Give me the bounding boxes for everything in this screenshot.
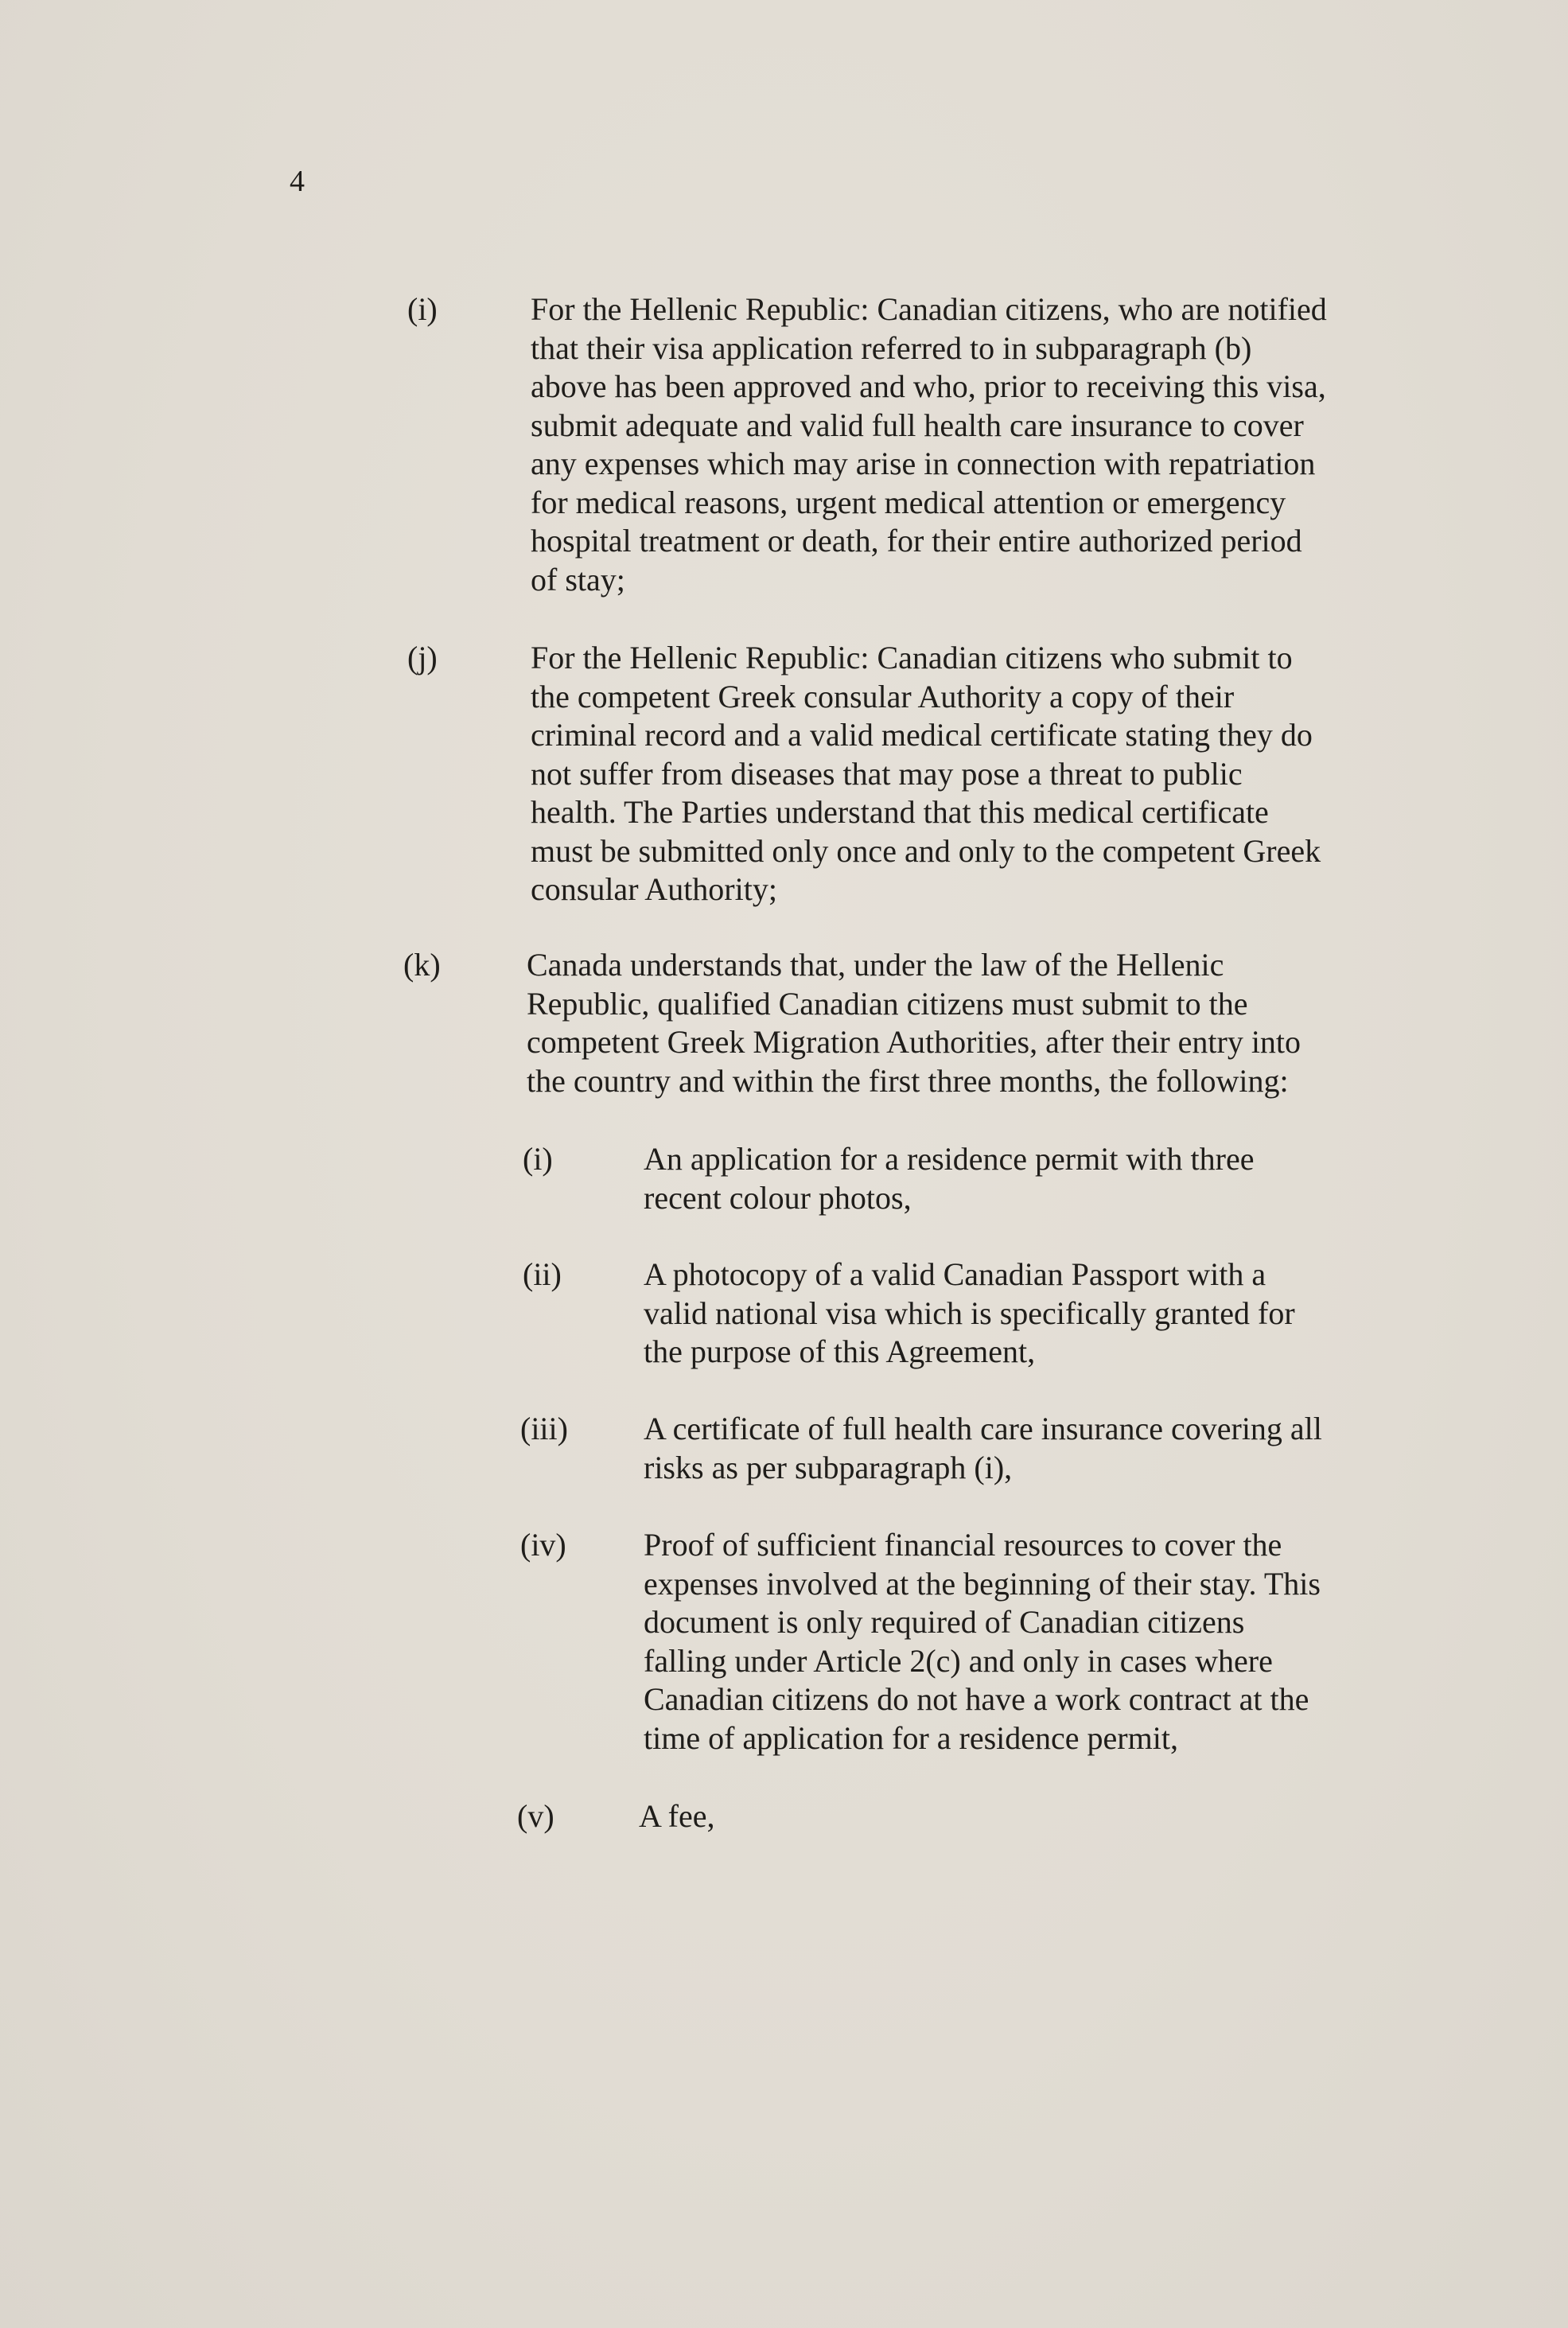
subitem-label: (ii) <box>523 1256 562 1292</box>
text-line: Canadian citizens do not have a work contract at the <box>644 1681 1309 1717</box>
subitem-text <box>644 1255 1439 1372</box>
text-line: Canada understands that, under the law of the Hellenic <box>527 947 1224 983</box>
text-line: Republic, qualified Canadian citizens must submit to the <box>527 985 1248 1022</box>
subitem-text <box>644 1140 1439 1217</box>
item-text <box>527 946 1434 1100</box>
text-line: submit adequate and valid full health care insurance to cover <box>531 407 1304 443</box>
item-text <box>531 290 1438 599</box>
page-number: 4 <box>290 165 305 198</box>
text-line: that their visa application referred to in subparagraph (b) <box>531 329 1252 366</box>
subitem-label: (iii) <box>520 1411 568 1446</box>
text-line: above has been approved and who, prior to receiving this visa, <box>531 368 1326 404</box>
text-line: A fee, <box>639 1798 715 1834</box>
text-line: A photocopy of a valid Canadian Passport with a <box>644 1256 1266 1292</box>
item-label: (k) <box>403 947 441 983</box>
text-line: must be submitted only once and only to the competent Greek <box>531 832 1321 869</box>
text-line: A certificate of full health care insurance covering all <box>644 1411 1322 1446</box>
text-line: risks as per subparagraph (i), <box>644 1449 1013 1485</box>
subitem-text <box>644 1410 1439 1487</box>
text-line: of stay; <box>531 561 625 598</box>
text-line: any expenses which may arise in connection with repatriation <box>531 446 1316 481</box>
subitem-label: (iv) <box>520 1527 566 1563</box>
text-line: document is only required of Canadian citizens <box>644 1604 1245 1640</box>
subitem-text <box>644 1526 1439 1758</box>
item-label: (j) <box>407 640 438 675</box>
text-line: valid national visa which is specifically granted for <box>644 1294 1295 1331</box>
text-line: An application for a residence permit with three <box>644 1141 1255 1177</box>
item-label: (i) <box>407 291 438 327</box>
subitem-text <box>639 1797 1434 1836</box>
text-line: falling under Article 2(c) and only in cases where <box>644 1642 1273 1679</box>
text-line: recent colour photos, <box>644 1179 912 1216</box>
text-line: time of application for a residence permit, <box>644 1719 1178 1756</box>
text-line: consular Authority; <box>531 871 777 907</box>
text-line: the competent Greek consular Authority a copy of their <box>531 678 1235 714</box>
text-line: For the Hellenic Republic: Canadian citizens, who are notified <box>531 291 1327 327</box>
text-line: not suffer from diseases that may pose a threat to public <box>531 755 1243 792</box>
text-line: criminal record and a valid medical certificate stating they do <box>531 717 1313 753</box>
text-line: expenses involved at the beginning of their stay. This <box>644 1565 1321 1602</box>
subitem-label: (i) <box>523 1141 553 1177</box>
subitem-label: (v) <box>517 1798 554 1834</box>
text-line: competent Greek Migration Authorities, after their entry into <box>527 1024 1301 1060</box>
item-text <box>531 639 1438 909</box>
text-line: For the Hellenic Republic: Canadian citizens who submit to <box>531 640 1293 675</box>
text-line: hospital treatment or death, for their entire authorized period <box>531 523 1302 559</box>
text-line: health. The Parties understand that this medical certificate <box>531 794 1269 830</box>
text-line: for medical reasons, urgent medical attention or emergency <box>531 484 1286 520</box>
text-line: the country and within the first three months, the following: <box>527 1062 1289 1099</box>
text-line: Proof of sufficient financial resources to cover the <box>644 1527 1282 1563</box>
text-line: the purpose of this Agreement, <box>644 1333 1036 1369</box>
